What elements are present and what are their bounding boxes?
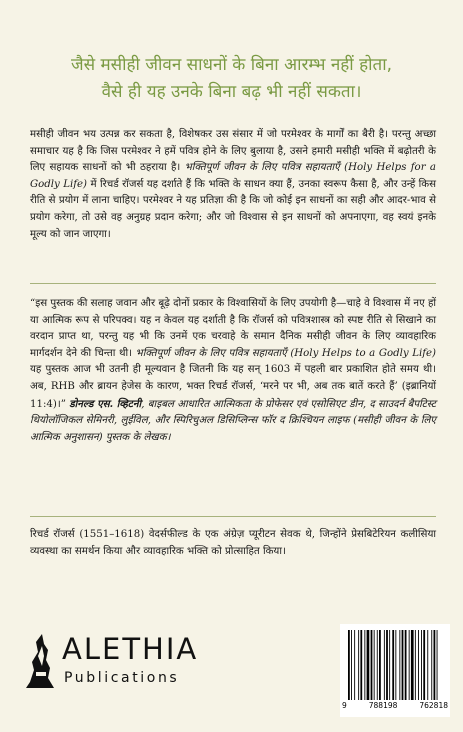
barcode-group-2: 762818 xyxy=(419,701,448,710)
quote-book-title: भक्तिपूर्ण जीवन के लिए पवित्र सहायताएँ (Holy Helps to a Godly Life) xyxy=(135,347,436,359)
headline-line-1: जैसे मसीही जीवन साधनों के बिना आरम्भ नहीं होता, xyxy=(70,55,393,75)
publisher-name: ALETHIA xyxy=(62,632,199,666)
book-title-italic: भक्तिपूर्ण जीवन के लिए पवित्र सहायताएँ (Holy Helps for a Godly Life) xyxy=(30,162,436,190)
divider-2 xyxy=(30,516,436,517)
publisher-subtitle: Publications xyxy=(64,670,180,686)
endorsement-attribution xyxy=(30,399,436,443)
barcode-bars xyxy=(348,630,442,700)
quote-text-b: यह पुस्तक आज भी उतनी ही मूल्यवान है जितनी कि यह सन् 1603 में पहली बार प्रकाशित होते समय थी। अब, RHB और ब्रायन हेजेस के कारण, भक्त रिचर्ड रॉजर्स, ‘मरने पर भी, अब तक बातें करते हैं’ (इब्रानियों 11:4)।” xyxy=(30,364,436,410)
endorser-description: , बाइबल आधारित आत्मिकता के प्रोफेसर एवं एसोसिएट डीन, द साउदर्न बैपटिस्ट थियोलॉजिकल सेमिनरी, लुईविल, और स्पिरिचुअल डिसिप्लिन्स फॉर द क्रिश्चियन लाइफ (मसीही जीवन के लिए आत्मिक अनुशासन) पुस्तक के लेखक। xyxy=(30,398,436,443)
divider-1 xyxy=(30,283,436,284)
description-text-b: में रिचर्ड रॉजर्स यह दर्शाते हैं कि भक्ति के साधन क्या हैं, उनका स्वरूप कैसा है, और उन्हें किस रीति से प्रयोग में लाना चाहिए। परमेश्वर ने यह प्रतिज्ञा की है कि जो कोई इन साधनों का सही और आदर-भाव से प्रयोग करेगा, तो उसे वह अनुग्रह प्रदान करेगा; और जो विश्वास से इन साधनों को अपनाएगा, वह स्वयं इनके मूल्य को जान जाएगा। xyxy=(30,178,436,240)
endorser-name: डोनल्ड एस. व्हिटनी xyxy=(69,397,142,410)
barcode-digits xyxy=(342,701,448,710)
description-paragraph xyxy=(30,127,436,243)
author-bio: रिचर्ड रॉजर्स (1551–1618) वेदर्सफील्ड के एक अंग्रेज़ प्यूरीटन सेवक थे, जिन्होंने प्रेसबिटेरियन कलीसिया व्यवस्था का समर्थन किया और व्यावहारिक भक्ति को प्रोत्साहित किया। xyxy=(30,529,436,557)
headline-line-2: वैसे ही यह उनके बिना बढ़ भी नहीं सकता। xyxy=(101,82,362,102)
lamp-icon xyxy=(22,632,60,690)
endorsement-quote xyxy=(30,296,436,446)
quote-text-a: “इस पुस्तक की सलाह जवान और बूढ़े दोनों प्रकार के विश्वासियों के लिए उपयोगी है—चाहे वे विश्वास में नए हों या आत्मिक रूप से परिपक्व। यह न केवल यह दर्शाती है कि रॉजर्स को पवित्रशास्त्र को स्पष्ट रीति से सिखाने का वरदान प्राप्त था, परन्तु यह भी कि उनमें एक चरवाहे के समान दैनिक मसीही जीवन के लिए व्यावहारिक मार्गदर्शन देने की चिन्ता थी। xyxy=(30,298,436,359)
headline xyxy=(18,52,445,106)
barcode-group-1: 788198 xyxy=(368,701,398,710)
publisher-logo xyxy=(22,632,222,696)
description-text-a: मसीही जीवन भय उत्पन्न कर सकता है, विशेषकर उस संसार में जो परमेश्वर के मार्गों का बैरी है। परन्तु अच्छा समाचार यह है कि जिस परमेश्वर ने हमें पवित्र होने के लिए बुलाया है, उसने हमारी मसीही भक्ति में बढ़ोतरी के लिए सहायक साधनों को भी ठहराया है। xyxy=(30,129,436,174)
isbn-barcode xyxy=(340,624,450,717)
barcode-lead-digit: 9 xyxy=(342,701,347,710)
